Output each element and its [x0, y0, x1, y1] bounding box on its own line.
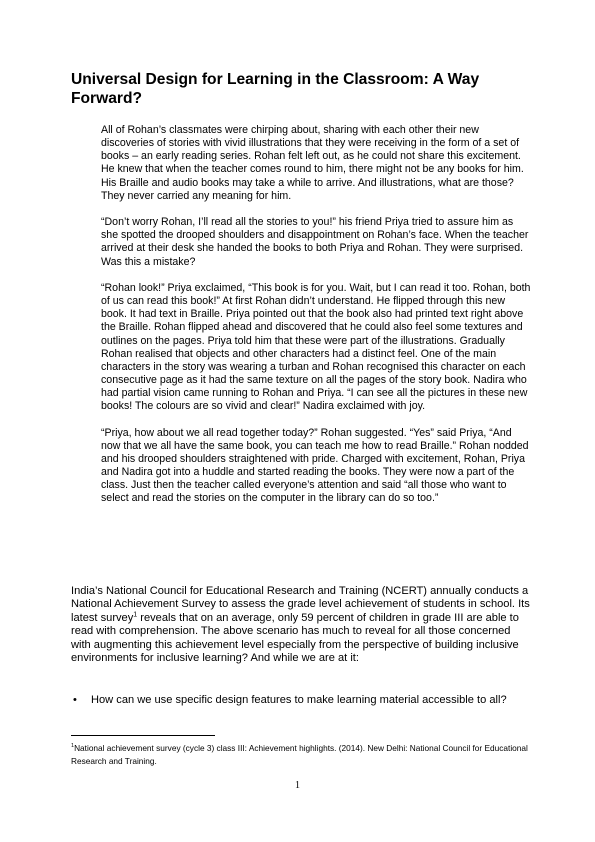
list-item: [71, 694, 531, 707]
story-paragraph: “Don’t worry Rohan, I’ll read all the stories to you!” his friend Priya tried to assure him as she spotted the drooped shoulders and disappointment on Rohan’s face. When the teacher arrived at their desk she handed the books to both Priya and Rohan. They were surprised. Was this a mistake?: [101, 216, 529, 268]
intro-text-before-ref: India’s National Council for Educational Research and Training (NCERT) annually conducts a National Achievement Survey to assess the grade level achievement of students in school. Its latest survey: [71, 585, 530, 624]
story-block: [101, 124, 531, 519]
intro-text-after-ref: reveals that on an average, only 59 percent of children in grade III are able to read with comprehension. The above scenario has much to reveal for all those concerned with augmenting this achievement level especially from the perspective of building inclusive environments for inclusive learning? And while we are at it:: [71, 611, 519, 665]
footnote: [71, 742, 531, 768]
page-number: 1: [295, 780, 300, 791]
story-paragraph: “Rohan look!” Priya exclaimed, “This book is for you. Wait, but I can read it too. Rohan, both of us can read this book!” At first Rohan didn’t understand. He flipped through this new book. It had text in Braille. Priya pointed out that the book also had printed text right above the Braille. Rohan flipped ahead and discovered that he could also feel some textures and outlines on the pages. Priya told him that these were part of the illustrations. Gradually Rohan realised that objects and other characters had a distinct feel. One of the main characters in the story was wearing a turban and Rohan recognised this character on each consecutive page as it had the same texture on all the pages of the story book. Nadira who had partial vision came running to Rohan and Priya. “I can see all the pictures in these new books! The colours are so vivid and clear!” Nadira exclaimed with joy.: [101, 281, 531, 413]
intro-paragraph: [71, 585, 531, 665]
footnote-text: National achievement survey (cycle 3) class III: Achievement highlights. (2014). New Delhi: National Council for Educational Research and Training.: [71, 743, 528, 766]
document-title: Universal Design for Learning in the Classroom: A Way Forward?: [71, 71, 480, 107]
footnote-number: 1: [71, 743, 75, 750]
list-item-text: How can we use specific design features to make learning material accessible to all?: [91, 694, 507, 706]
footnote-reference: 1: [133, 611, 138, 619]
footnote-divider: [71, 735, 215, 736]
question-list: [71, 694, 531, 707]
story-paragraph: All of Rohan’s classmates were chirping about, sharing with each other their new discoveries of stories with vivid illustrations that they were receiving in the form of a set of books – an early reading series. Rohan felt left out, as he could not share this excitement. He knew that when the teacher comes round to him, there might not be any books for him. His Braille and audio books may take a while to arrive. And illustrations, what are those? They never carried any meaning for him.: [101, 124, 524, 202]
bullet-icon: •: [73, 694, 77, 706]
story-paragraph: “Priya, how about we all read together today?” Rohan suggested. “Yes” said Priya, “And now that we all have the same book, you can teach me how to read Braille.” Rohan nodded and his drooped shoulders straightened with pride. Charged with excitement, Rohan, Priya and Nadira got into a huddle and started reading the books. They were now a part of the class. Just then the teacher called everyone’s attention and said “all those who want to select and read the stories on the computer in the library can do so too.”: [101, 426, 529, 505]
